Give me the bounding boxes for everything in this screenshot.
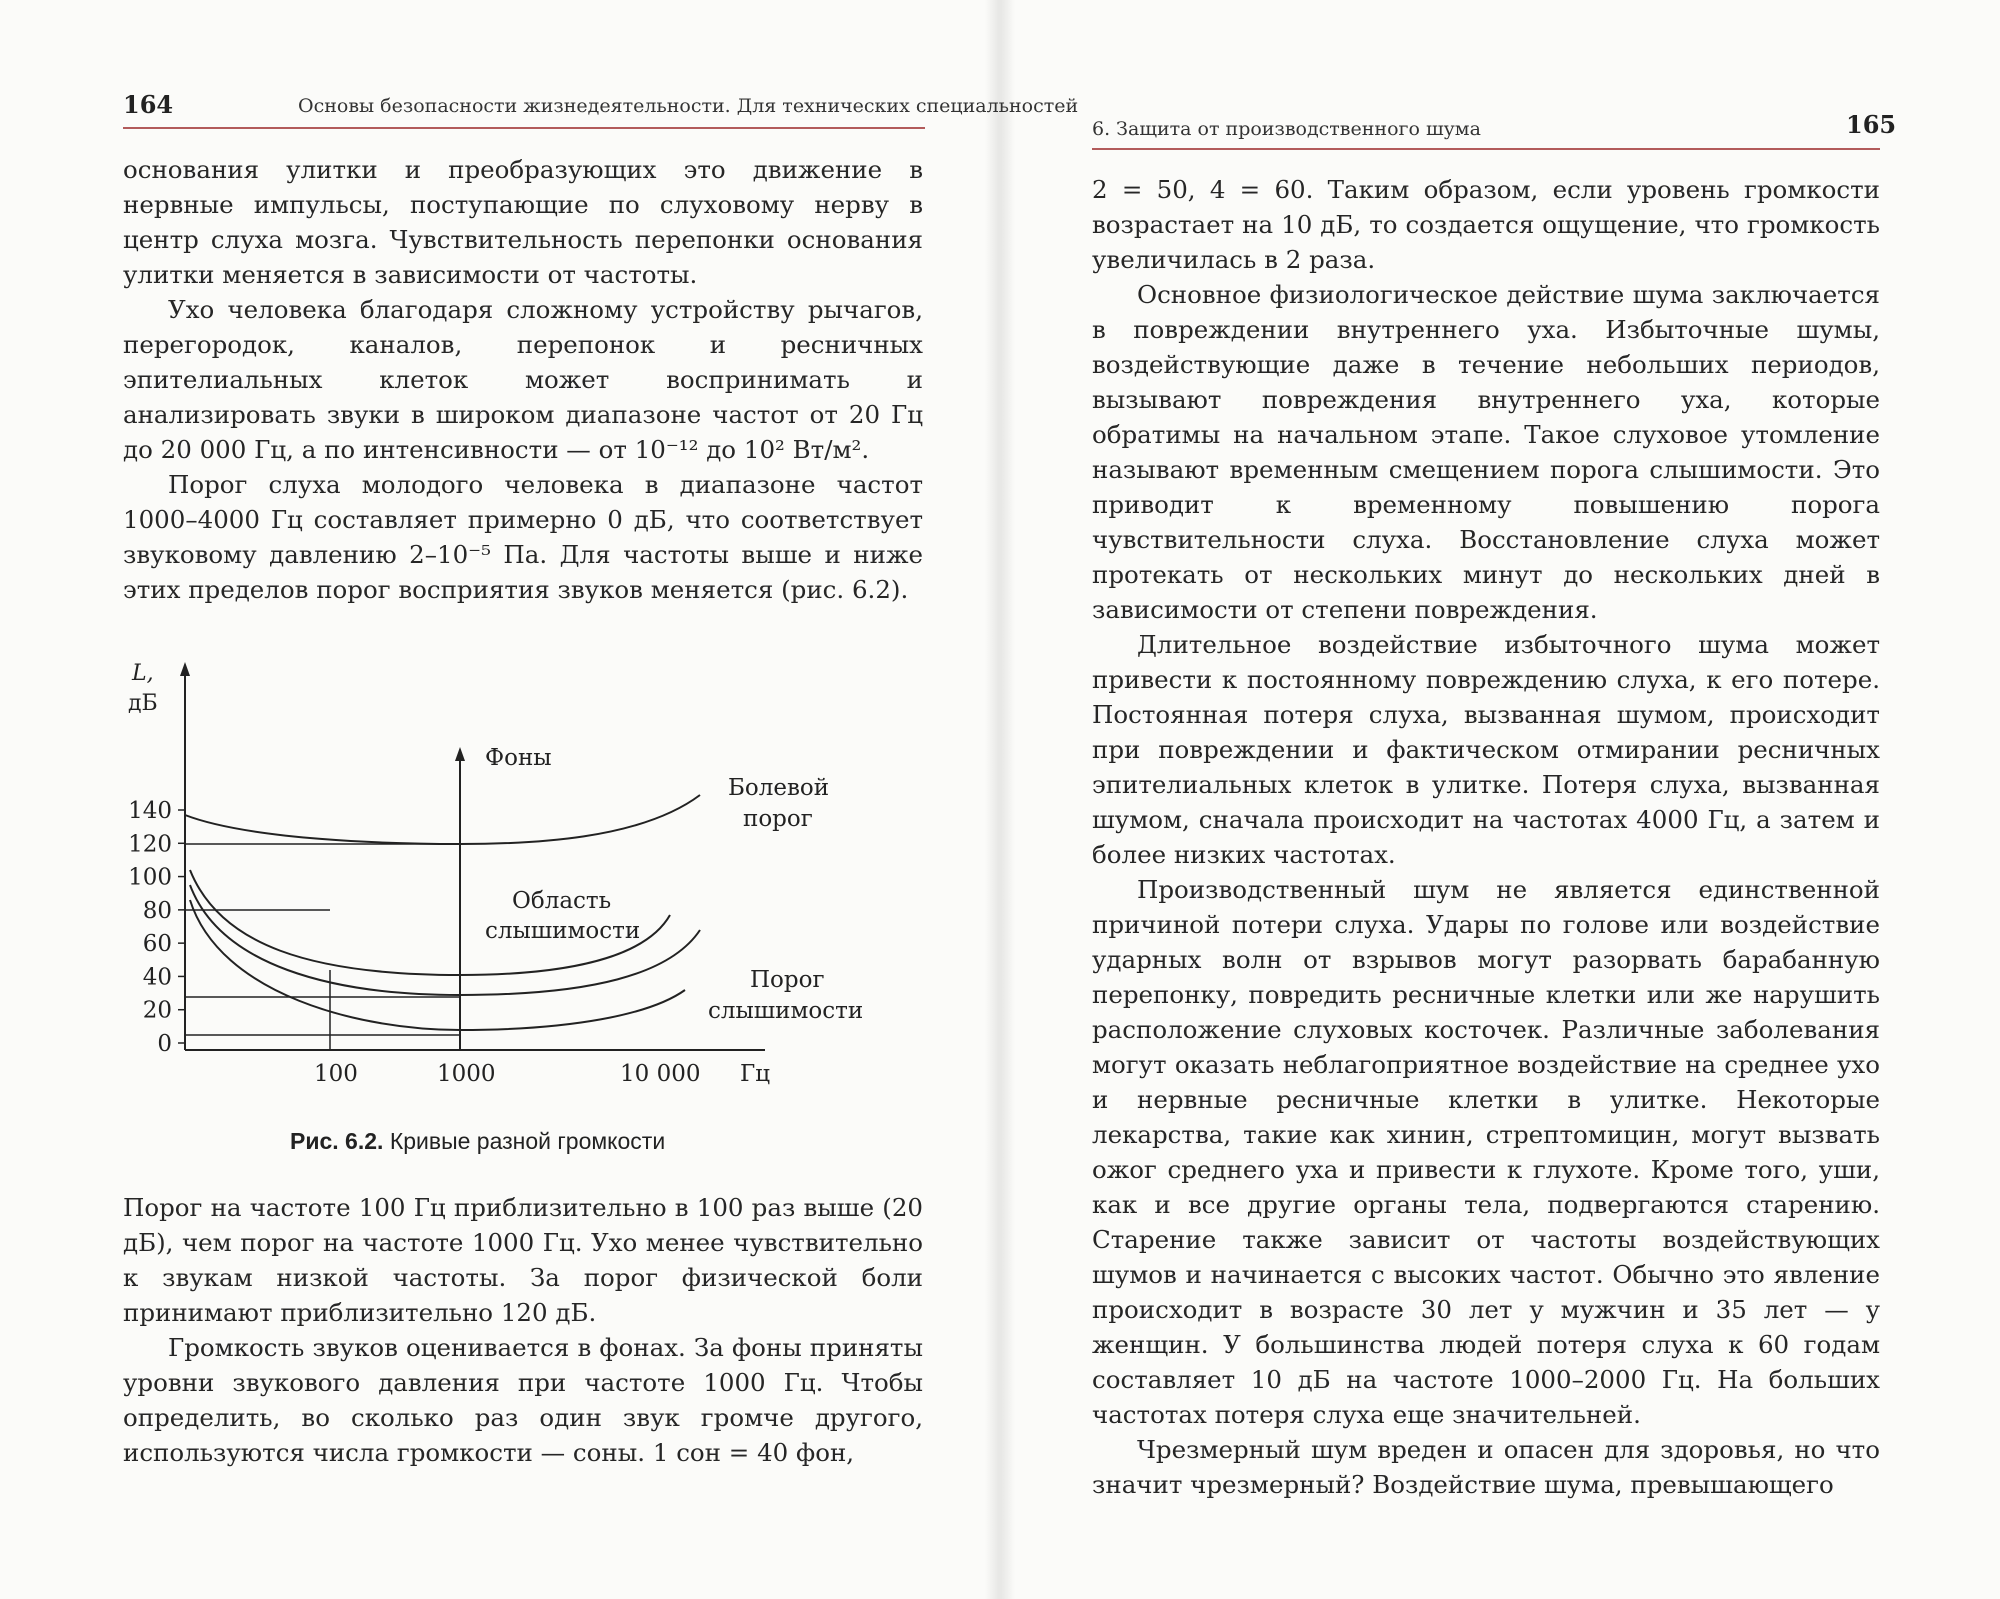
running-header-left: Основы безопасности жизнедеятельности. Для технических специальностей bbox=[298, 95, 1079, 117]
y-tick-labels bbox=[128, 798, 185, 1057]
page-number-left: 164 bbox=[123, 90, 174, 119]
y-tick-label: 120 bbox=[128, 831, 172, 858]
y-tick-label: 40 bbox=[142, 964, 172, 991]
paragraph: Ухо человека благодаря сложному устройству рычагов, перегородок, каналов, перепонок и ресничных эпителиальных клеток может воспринимать и анализировать звуки в широком диапазоне частот от 20 Гц до 20 000 Гц, а по интенсивности — от 10⁻¹² до 10² Вт/м². bbox=[123, 295, 923, 464]
curve-pain-threshold bbox=[185, 795, 700, 844]
right-text bbox=[1092, 172, 1880, 1502]
paragraph: основания улитки и преобразующих это движение в нервные импульсы, поступающие по слуховому нерву в центр слуха мозга. Чувствительность перепонки основания улитки меняется в зависимости от частоты. bbox=[123, 155, 923, 289]
figure-loudness-curves bbox=[110, 645, 910, 1115]
y-tick-label: 80 bbox=[142, 897, 172, 924]
header-rule-right bbox=[1092, 148, 1880, 150]
paragraph: Чрезмерный шум вреден и опасен для здоровья, но что значит чрезмерный? Воздействие шума, превышающего bbox=[1092, 1435, 1880, 1499]
paragraph: 2 = 50, 4 = 60. Таким образом, если уровень громкости возрастает на 10 дБ, то создается ощущение, что громкость увеличилась в 2 раза. bbox=[1092, 175, 1880, 274]
y-tick-label: 60 bbox=[142, 931, 172, 958]
x-tick-100: 100 bbox=[314, 1061, 358, 1087]
label-audible-line1: Область bbox=[512, 888, 612, 914]
paragraph: Громкость звуков оценивается в фонах. За фоны приняты уровни звукового давления при частоте 1000 Гц. Чтобы определить, во сколько раз один звук громче другого, используются числа громкости — соны. 1 сон = 40 фон, bbox=[123, 1333, 923, 1467]
x-axis-unit: Гц bbox=[740, 1061, 771, 1087]
label-pain-line2: порог bbox=[743, 806, 813, 832]
y-axis-arrow bbox=[180, 662, 190, 676]
y-axis-label-unit: дБ bbox=[128, 691, 158, 716]
figure-caption bbox=[290, 1128, 665, 1155]
label-audible-line2: слышимости bbox=[485, 918, 641, 944]
paragraph: Производственный шум не является единственной причиной потери слуха. Удары по голове или воздействие ударных волн от взрывов могут разорвать барабанную перепонку, повредить ресничные клетки или же нарушить расположение слуховых косточек. Различные заболевания могут оказать неблагоприятное воздействие на среднее ухо и нервные ресничные клетки в улитке. Некоторые лекарства, такие как хинин, стрептомицин, могут вызвать ожог среднего уха и привести к глухоте. Кроме того, уши, как и все другие органы тела, подвергаются старению. Старение также зависит от частоты воздействующих шумов и начинается с высоких частот. Обычно это явление происходит в возрасте 30 лет у мужчин и 35 лет — у женщин. У большинства людей потеря слуха к 60 годам составляет 10 дБ на частоте 1000–2000 Гц. На больших частотах потеря слуха еще значительней. bbox=[1092, 875, 1880, 1429]
left-text-bottom bbox=[123, 1190, 923, 1470]
phon-axis-arrow bbox=[455, 747, 465, 761]
y-axis-label-L: L, bbox=[132, 661, 154, 686]
label-threshold-line2: слышимости bbox=[708, 998, 864, 1024]
paragraph: Порог на частоте 100 Гц приблизительно в 100 раз выше (20 дБ), чем порог на частоте 1000 Гц. Ухо менее чувствительно к звукам низкой частоты. За порог физической боли принимают приблизительно 120 дБ. bbox=[123, 1193, 923, 1327]
y-tick-label: 100 bbox=[128, 864, 172, 891]
y-tick-label: 20 bbox=[142, 997, 172, 1024]
x-tick-1000: 1000 bbox=[437, 1061, 496, 1087]
y-tick-label: 140 bbox=[128, 798, 172, 824]
label-threshold-line1: Порог bbox=[750, 967, 825, 993]
book-gutter bbox=[985, 0, 1015, 1599]
label-pain-line1: Болевой bbox=[728, 775, 830, 801]
figure-caption-text: Кривые разной громкости bbox=[389, 1128, 666, 1154]
running-header-right: 6. Защита от производственного шума bbox=[1092, 118, 1481, 140]
phon-axis-label: Фоны bbox=[485, 745, 552, 771]
page-number-right: 165 bbox=[1846, 110, 1897, 139]
paragraph: Основное физиологическое действие шума заключается в повреждении внутреннего уха. Избыточные шумы, воздействующие даже в течение небольших периодов, вызывают повреждения внутреннего уха, которые обратимы на начальном этапе. Такое слуховое утомление называют временным смещением порога слышимости. Это приводит к временному повышению порога чувствительности слуха. Восстановление слуха может протекать от нескольких минут до нескольких дней в зависимости от степени повреждения. bbox=[1092, 280, 1880, 624]
y-tick-label: 0 bbox=[157, 1031, 172, 1057]
header-rule-left bbox=[123, 127, 925, 129]
left-text-top bbox=[123, 152, 923, 607]
x-tick-10000: 10 000 bbox=[620, 1061, 701, 1087]
figure-label: Рис. 6.2. bbox=[290, 1128, 384, 1154]
paragraph: Длительное воздействие избыточного шума может привести к постоянному повреждению слуха, к его потере. Постоянная потеря слуха, вызванная шумом, происходит при повреждении и фактическом отмирании ресничных эпителиальных клеток в улитке. Потеря слуха, вызванная шумом, сначала происходит на частотах 4000 Гц, а затем и более низких частотах. bbox=[1092, 630, 1880, 869]
paragraph: Порог слуха молодого человека в диапазоне частот 1000–4000 Гц составляет примерно 0 дБ, что соответствует звуковому давлению 2–10⁻⁵ Па. Для частоты выше и ниже этих пределов порог восприятия звуков меняется (рис. 6.2). bbox=[123, 470, 923, 604]
